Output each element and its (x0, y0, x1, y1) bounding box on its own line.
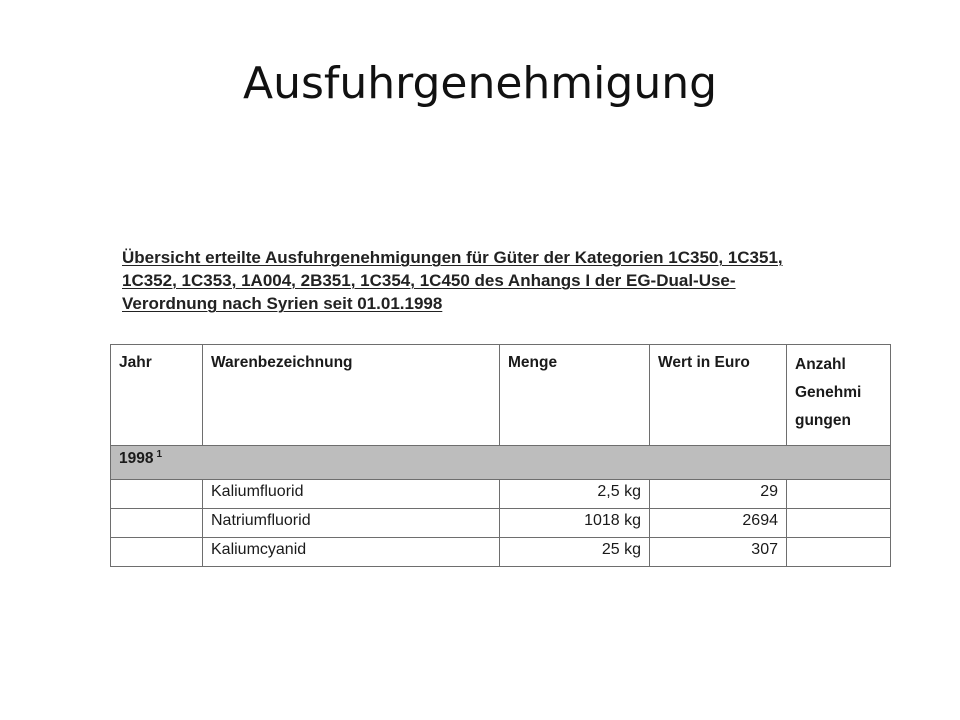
heading-line: Übersicht erteilte Ausfuhrgenehmigungen für Güter der Kategorien 1C350, 1C351, (122, 248, 783, 267)
table-row (111, 480, 891, 509)
cell-value: 2694 (650, 509, 787, 538)
slide-title: Ausfuhrgenehmigung (242, 58, 718, 109)
year-group-cell (111, 446, 891, 480)
cell-goods: Kaliumfluorid (203, 480, 500, 509)
cell-count (787, 538, 891, 567)
header-goods: Warenbezeichnung (203, 345, 500, 446)
document-heading (122, 246, 862, 315)
table-row (111, 538, 891, 567)
table-header-row (111, 345, 891, 446)
heading-line: Verordnung nach Syrien seit 01.01.1998 (122, 294, 443, 313)
cell-count (787, 480, 891, 509)
header-year: Jahr (111, 345, 203, 446)
year-group-label: 1998 (119, 450, 154, 468)
header-count-line: Anzahl (795, 356, 846, 373)
cell-goods: Kaliumcyanid (203, 538, 500, 567)
footnote-marker: 1 (156, 449, 163, 460)
cell-value: 29 (650, 480, 787, 509)
header-count-line: gungen (795, 412, 851, 429)
cell-year (111, 480, 203, 509)
cell-goods: Natriumfluorid (203, 509, 500, 538)
cell-quantity: 25 kg (500, 538, 650, 567)
header-count-line: Genehmi (795, 384, 862, 401)
cell-count (787, 509, 891, 538)
cell-quantity: 1018 kg (500, 509, 650, 538)
cell-year (111, 509, 203, 538)
heading-line: 1C352, 1C353, 1A004, 2B351, 1C354, 1C450 des Anhangs I der EG-Dual-Use- (122, 271, 736, 290)
cell-year (111, 538, 203, 567)
cell-value: 307 (650, 538, 787, 567)
header-permit-count (787, 345, 891, 446)
year-group-row (111, 446, 891, 480)
export-permits-table (110, 344, 891, 567)
header-value: Wert in Euro (650, 345, 787, 446)
cell-quantity: 2,5 kg (500, 480, 650, 509)
header-quantity: Menge (500, 345, 650, 446)
table-row (111, 509, 891, 538)
